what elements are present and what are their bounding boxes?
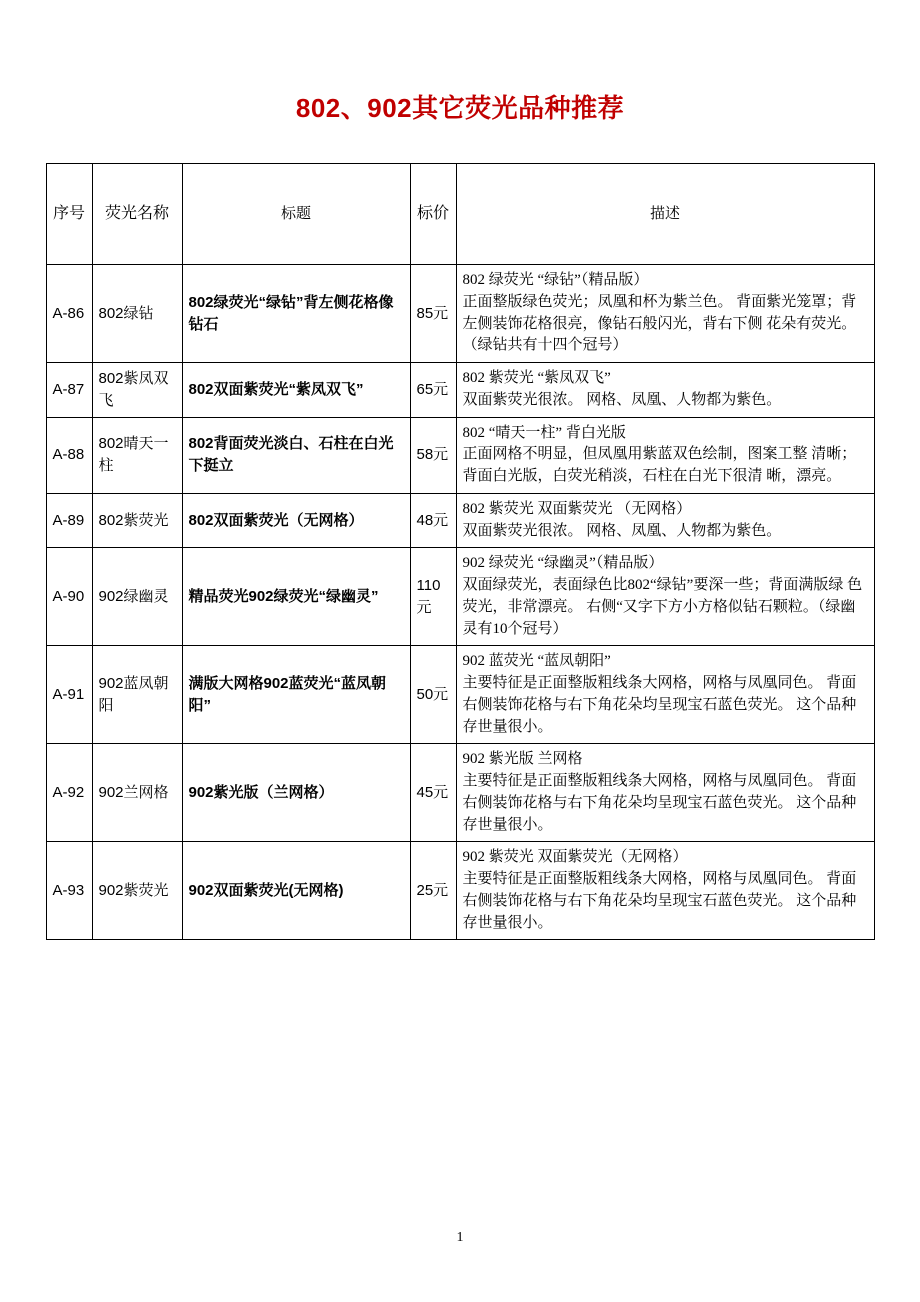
cell-description [456, 417, 874, 493]
cell-name: 902绿幽灵 [92, 548, 182, 646]
description-body: 双面紫荧光很浓。 网格、凤凰、人物都为紫色。 [462, 391, 782, 408]
cell-title: 802背面荧光淡白、石柱在白光下挺立 [182, 417, 410, 493]
cell-name: 902蓝凤朝阳 [92, 646, 182, 744]
cell-seq: A-90 [46, 548, 92, 646]
table-row [46, 646, 874, 744]
cell-seq: A-92 [46, 744, 92, 842]
cell-seq: A-91 [46, 646, 92, 744]
column-header-price: 标价 [410, 164, 456, 265]
description-body: 正面整版绿色荧光；凤凰和杯为紫兰色。 背面紫光笼罩；背左侧装饰花格很亮，像钻石般闪光，背右下侧 花朵有荧光。（绿钻共有十四个冠号） [462, 293, 857, 354]
column-header-description: 描述 [456, 164, 874, 265]
cell-title: 满版大网格902蓝荧光“蓝凤朝阳” [182, 646, 410, 744]
cell-name: 902紫荧光 [92, 842, 182, 940]
cell-price: 50元 [410, 646, 456, 744]
description-body: 正面网格不明显，但凤凰用紫蓝双色绘制，图案工整 清晰；背面白光版，白荧光稍淡，石柱在白光下很清 晰，漂亮。 [462, 446, 857, 484]
cell-description [456, 265, 874, 363]
cell-title: 802绿荧光“绿钻”背左侧花格像钻石 [182, 265, 410, 363]
description-heading: 802 紫荧光 “紫凤双飞” [462, 370, 611, 386]
description-body: 主要特征是正面整版粗线条大网格，网格与凤凰同色。 背面右侧装饰花格与右下角花朵均呈现宝石蓝色荧光。 这个品种存世量很小。 [462, 675, 857, 735]
table-row [46, 417, 874, 493]
page-number: 1 [456, 1230, 464, 1245]
cell-seq: A-88 [46, 417, 92, 493]
cell-name: 902兰网格 [92, 744, 182, 842]
cell-price: 85元 [410, 265, 456, 363]
table-row [46, 493, 874, 548]
cell-seq: A-87 [46, 363, 92, 418]
column-header-title: 标题 [182, 164, 410, 265]
description-heading: 902 蓝荧光 “蓝凤朝阳” [462, 653, 611, 670]
cell-description [456, 842, 874, 940]
cell-name: 802晴天一柱 [92, 417, 182, 493]
description-heading: 902 紫光版 兰网格 [462, 751, 583, 768]
table-body [46, 265, 874, 940]
table-row [46, 548, 874, 646]
cell-name: 802绿钻 [92, 265, 182, 363]
cell-name: 802紫荧光 [92, 493, 182, 548]
cell-description [456, 646, 874, 744]
cell-seq: A-89 [46, 493, 92, 548]
table-row [46, 744, 874, 842]
description-body: 双面紫荧光很浓。 网格、凤凰、人物都为紫色。 [462, 522, 782, 539]
table-header [46, 164, 874, 265]
table-row [46, 363, 874, 418]
table-row [46, 842, 874, 940]
table-header-row [46, 164, 874, 265]
cell-price: 25元 [410, 842, 456, 940]
cell-seq: A-86 [46, 265, 92, 363]
page-title: 802、902其它荧光品种推荐 [295, 93, 625, 123]
cell-seq: A-93 [46, 842, 92, 940]
description-heading: 902 紫荧光 双面紫荧光（无网格） [462, 849, 688, 866]
cell-price: 48元 [410, 493, 456, 548]
cell-price: 110元 [410, 548, 456, 646]
table-row [46, 265, 874, 363]
cell-title: 精品荧光902绿荧光“绿幽灵” [182, 548, 410, 646]
description-body: 主要特征是正面整版粗线条大网格，网格与凤凰同色。 背面右侧装饰花格与右下角花朵均呈现宝石蓝色荧光。 这个品种存世量很小。 [462, 773, 857, 833]
cell-price: 45元 [410, 744, 456, 842]
description-heading: 802 紫荧光 双面紫荧光 （无网格） [462, 500, 692, 517]
description-body: 双面绿荧光，表面绿色比802“绿钻”要深一些；背面满版绿 色荧光，非常漂亮。 右侧“又字下方小方格似钻石颗粒。（绿幽灵有10个冠号） [462, 577, 863, 637]
cell-price: 58元 [410, 417, 456, 493]
column-header-name: 荧光名称 [92, 164, 182, 265]
cell-description [456, 493, 874, 548]
cell-description [456, 363, 874, 418]
fluorescent-varieties-table [46, 163, 875, 940]
cell-description [456, 548, 874, 646]
cell-price: 65元 [410, 363, 456, 418]
cell-title: 902双面紫荧光(无网格) [182, 842, 410, 940]
column-header-seq: 序号 [46, 164, 92, 265]
description-heading: 902 绿荧光 “绿幽灵”（精品版） [462, 555, 664, 572]
cell-description [456, 744, 874, 842]
cell-title: 802双面紫荧光“紫凤双飞” [182, 363, 410, 418]
cell-name: 802紫凤双飞 [92, 363, 182, 418]
cell-title: 802双面紫荧光（无网格） [182, 493, 410, 548]
description-body: 主要特征是正面整版粗线条大网格，网格与凤凰同色。 背面右侧装饰花格与右下角花朵均呈现宝石蓝色荧光。 这个品种存世量很小。 [462, 871, 857, 931]
description-heading: 802 绿荧光 “绿钻”（精品版） [462, 272, 649, 288]
cell-title: 902紫光版（兰网格） [182, 744, 410, 842]
description-heading: 802 “晴天一柱” 背白光版 [462, 424, 626, 441]
